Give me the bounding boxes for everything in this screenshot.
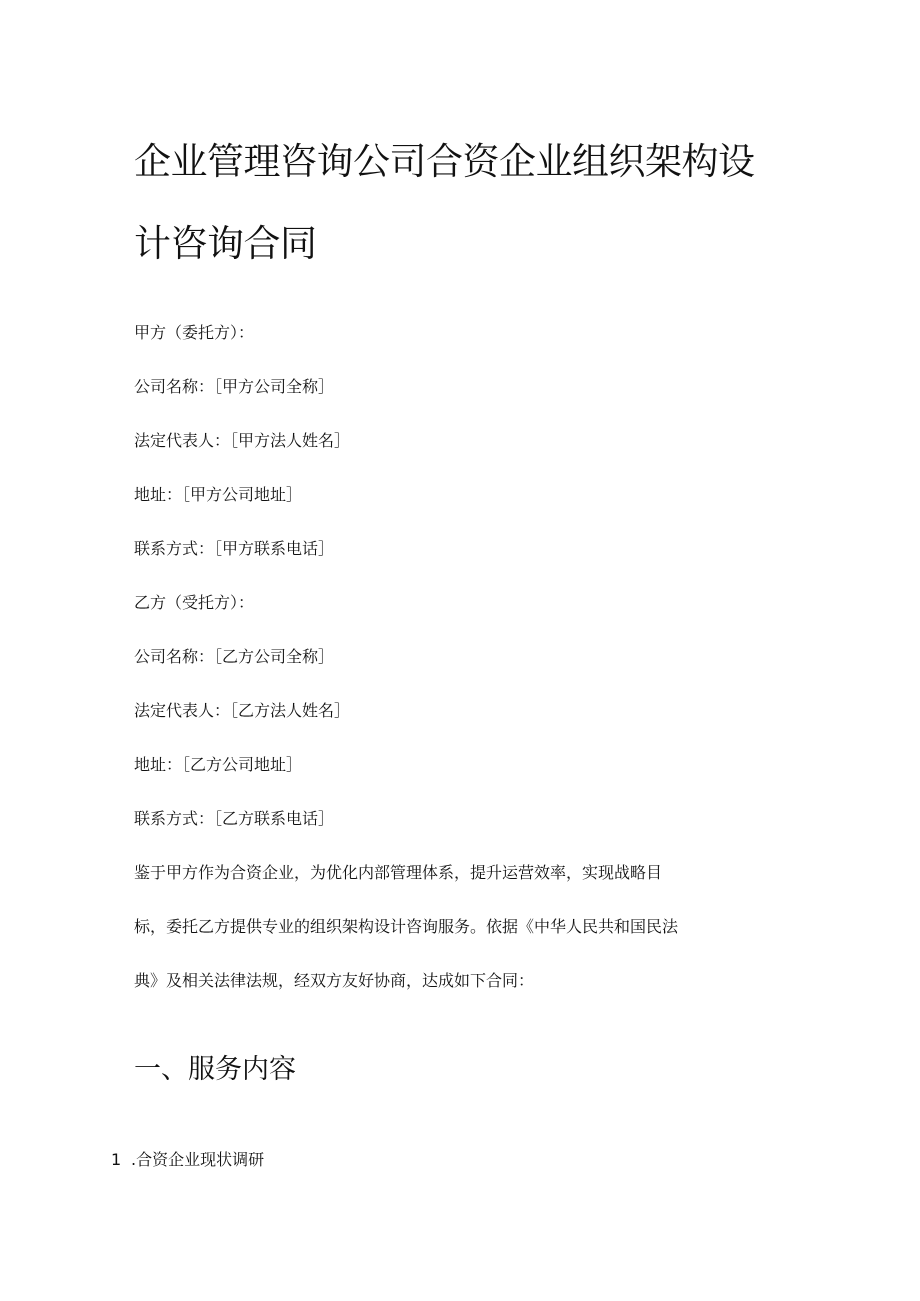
preamble-line-1: 鉴于甲方作为合资企业，为优化内部管理体系，提升运营效率，实现战略目 — [134, 863, 663, 882]
party-a-company: 公司名称：［甲方公司全称］ — [134, 377, 335, 396]
party-b-contact: 联系方式：［乙方联系电话］ — [134, 809, 335, 828]
preamble-line-3: 典》及相关法律法规，经双方友好协商，达成如下合同： — [134, 971, 535, 990]
party-a-contact: 联系方式：［甲方联系电话］ — [134, 539, 335, 558]
party-b-representative: 法定代表人：［乙方法人姓名］ — [134, 701, 351, 720]
party-b-heading: 乙方（受托方）： — [134, 593, 255, 612]
party-b-address: 地址：［乙方公司地址］ — [134, 755, 303, 774]
title-line-2: 计咨询合同 — [134, 222, 317, 265]
party-a-address: 地址：［甲方公司地址］ — [134, 485, 303, 504]
party-a-representative: 法定代表人：［甲方法人姓名］ — [134, 431, 351, 450]
party-b-company: 公司名称：［乙方公司全称］ — [134, 647, 335, 666]
service-item-1-text: .合资企业现状调研 — [131, 1150, 265, 1169]
service-item-1 — [111, 1149, 264, 1171]
service-item-1-number: 1 — [111, 1150, 122, 1169]
section-heading-services: 一、服务内容 — [134, 1054, 296, 1085]
preamble-line-2: 标，委托乙方提供专业的组织架构设计咨询服务。依据《中华人民共和国民法 — [134, 917, 679, 936]
party-a-heading: 甲方（委托方）： — [134, 323, 255, 342]
title-line-1: 企业管理咨询公司合资企业组织架构设 — [134, 140, 755, 183]
